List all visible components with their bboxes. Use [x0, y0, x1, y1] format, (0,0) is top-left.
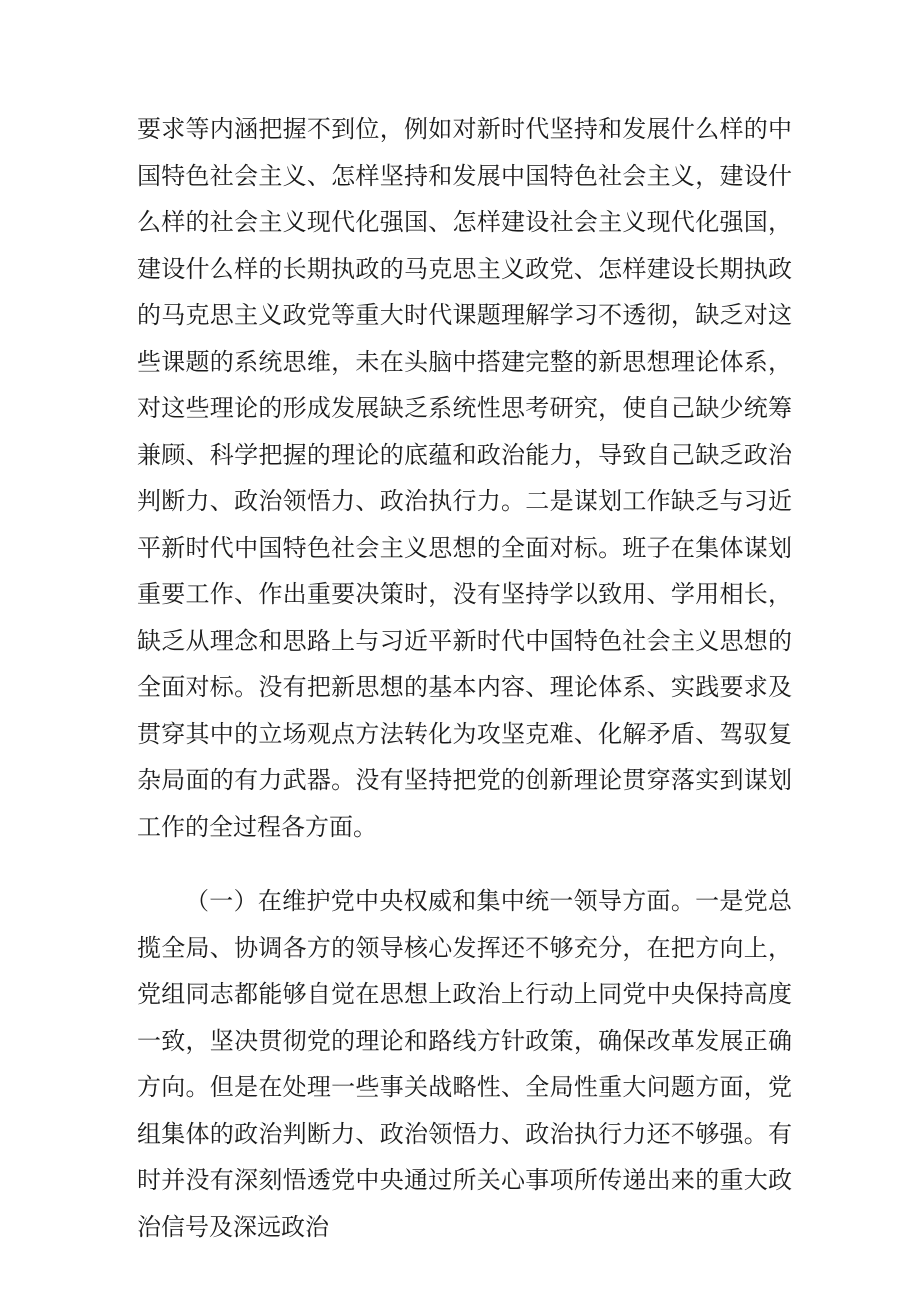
- paragraph-continuation: 要求等内涵把握不到位，例如对新时代坚持和发展什么样的中国特色社会主义、怎样坚持和发展中国特色社会主义，建设什么样的社会主义现代化强国、怎样建设社会主义现代化强国，建设什么样的长期执政的马克思主义政党、怎样建设长期执政的马克思主义政党等重大时代课题理解学习不透彻，缺乏对这些课题的系统思维，未在头脑中搭建完整的新思想理论体系，对这些理论的形成发展缺乏系统性思考研究，使自己缺少统筹兼顾、科学把握的理论的底蕴和政治能力，导致自己缺乏政治判断力、政治领悟力、政治执行力。二是谋划工作缺乏与习近平新时代中国特色社会主义思想的全面对标。班子在集体谋划重要工作、作出重要决策时，没有坚持学以致用、学用相长，缺乏从理念和思路上与习近平新时代中国特色社会主义思想的全面对标。没有把新思想的基本内容、理论体系、实践要求及贯穿其中的立场观点方法转化为攻坚克难、化解矛盾、驾驭复杂局面的有力武器。没有坚持把党的创新理论贯穿落实到谋划工作的全过程各方面。: [137, 115, 792, 841]
- paragraph-spacer: [137, 850, 792, 878]
- paragraph-section-one: （一）在维护党中央权威和集中统一领导方面。一是党总揽全局、协调各方的领导核心发挥还不够充分，在把方向上，党组同志都能够自觉在思想上政治上行动上同党中央保持高度一致，坚决贯彻党的理论和路线方针政策，确保改革发展正确方向。但是在处理一些事关战略性、全局性重大问题方面，党组集体的政治判断力、政治领悟力、政治执行力还不够强。有时并没有深刻悟透党中央通过所关心事项所传递出来的重大政治信号及深远政治: [137, 887, 792, 1241]
- body-text: [137, 106, 792, 1250]
